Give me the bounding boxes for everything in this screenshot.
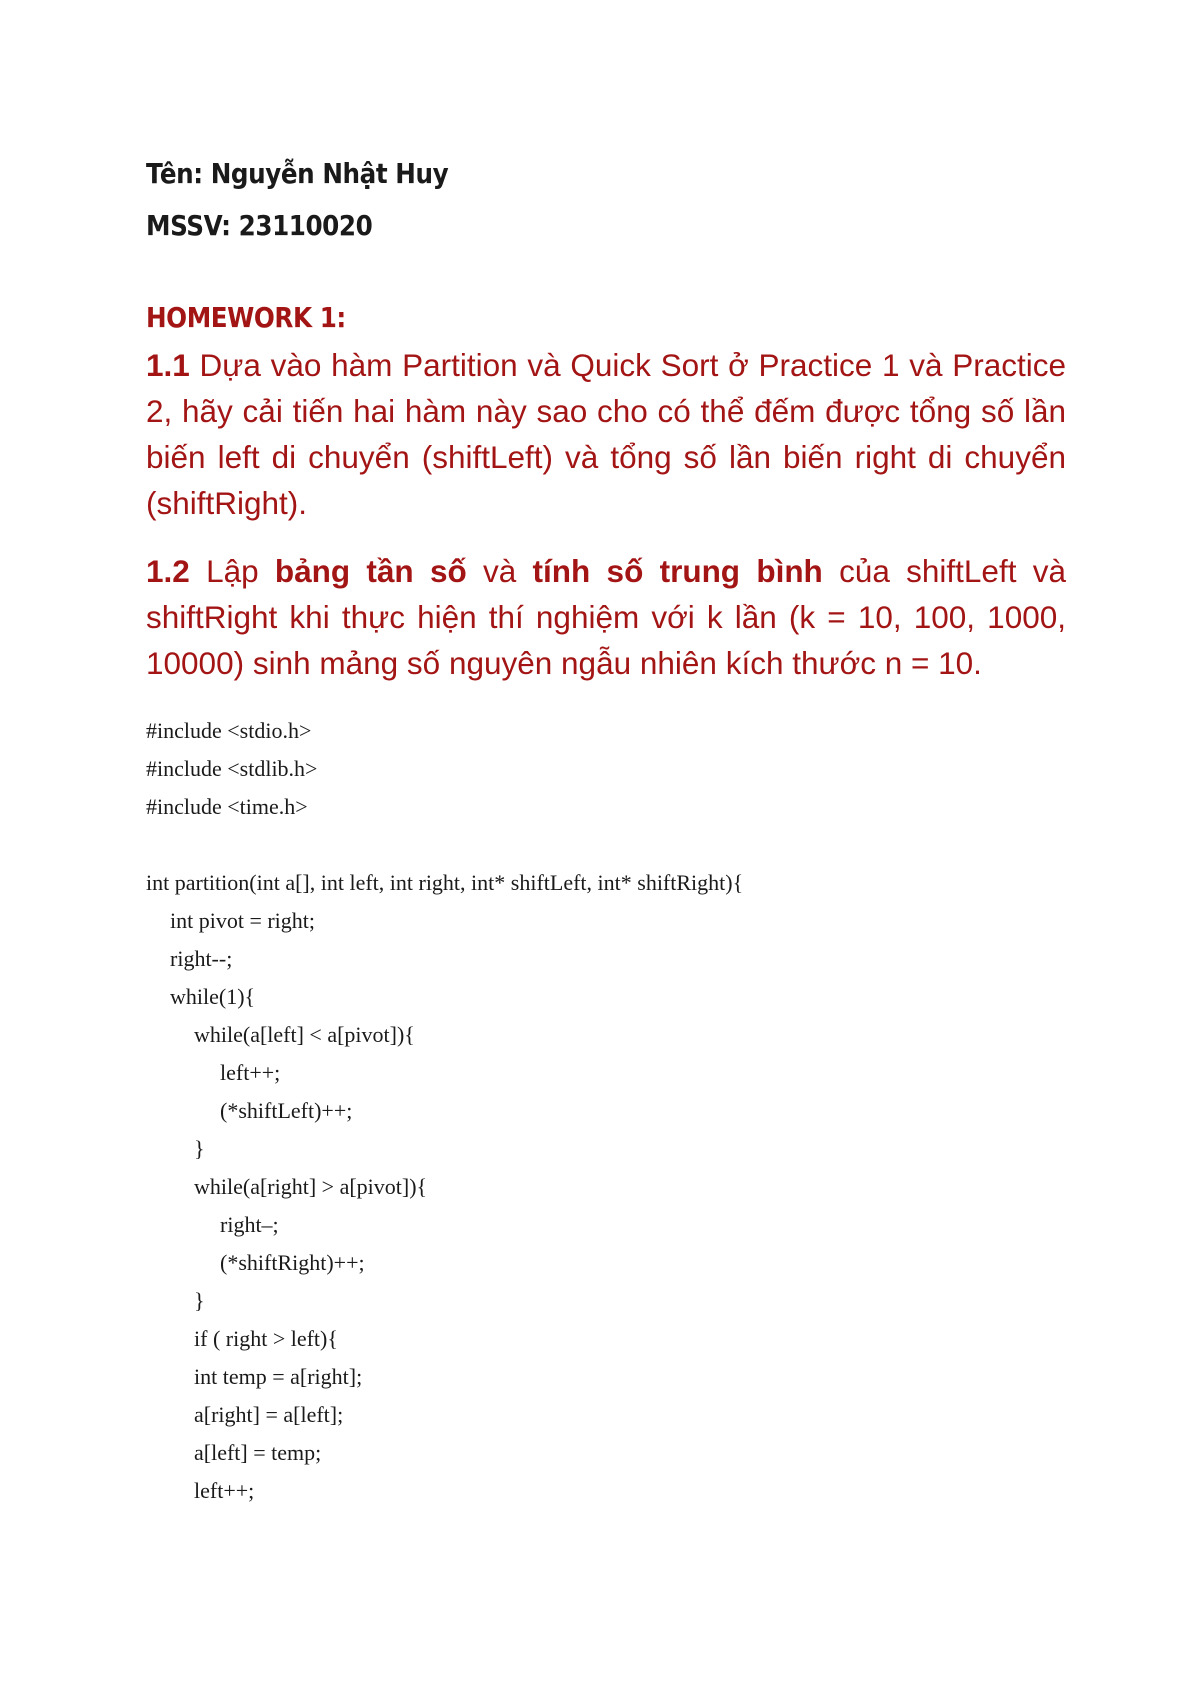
code-line: right–; [220, 1212, 279, 1237]
code-block [146, 712, 1066, 1510]
code-line: } [194, 1136, 205, 1161]
code-line: while(a[left] < a[pivot]){ [194, 1022, 415, 1047]
code-line: left++; [194, 1478, 255, 1503]
task-1-1 [146, 342, 1066, 526]
code-line: a[left] = temp; [194, 1440, 322, 1465]
code-line: (*shiftRight)++; [220, 1250, 365, 1275]
code-line: right--; [170, 946, 233, 971]
code-line: while(a[right] > a[pivot]){ [194, 1174, 428, 1199]
task-1-1-text: Dựa vào hàm Partition và Quick Sort ở Practice 1 và Practice 2, hãy cải tiến hai hàm này sao cho có thể đếm được tổng số lần biến left di chuyển (shiftLeft) và tổng số lần biến right di chuyển (shiftRight). [146, 347, 1066, 521]
task-1-2-text-c: của shiftLeft và shiftRight khi thực hiện thí nghiệm với k lần (k = 10, 100, 1000, 10000) sinh mảng số nguyên ngẫu nhiên kích thước n = 10. [146, 553, 1067, 681]
homework-title: HOMEWORK 1: [146, 301, 346, 334]
code-line: #include <stdlib.h> [146, 756, 318, 781]
code-line: if ( right > left){ [194, 1326, 338, 1351]
code-line: left++; [220, 1060, 281, 1085]
code-line: while(1){ [170, 984, 256, 1009]
task-1-2-text-b: và [466, 553, 533, 589]
student-id: MSSV: 23110020 [146, 209, 373, 242]
task-1-2-number: 1.2 [146, 553, 190, 589]
task-1-2-bold-frequency-table: bảng tần số [274, 553, 467, 589]
code-line-blank [146, 826, 1066, 864]
code-line: #include <time.h> [146, 794, 308, 819]
code-line: #include <stdio.h> [146, 718, 312, 743]
task-1-2-bold-mean: tính số trung bình [532, 553, 823, 589]
student-name: Tên: Nguyễn Nhật Huy [146, 157, 449, 190]
task-1-1-number: 1.1 [146, 347, 190, 383]
task-1-2 [146, 548, 1066, 686]
code-line: int pivot = right; [170, 908, 316, 933]
document-page [146, 148, 1066, 1510]
code-line: } [194, 1288, 205, 1313]
code-line: (*shiftLeft)++; [220, 1098, 353, 1123]
code-line: int partition(int a[], int left, int right, int* shiftLeft, int* shiftRight){ [146, 870, 744, 895]
code-line: a[right] = a[left]; [194, 1402, 344, 1427]
code-line: int temp = a[right]; [194, 1364, 363, 1389]
task-1-2-text-a: Lập [189, 553, 275, 589]
